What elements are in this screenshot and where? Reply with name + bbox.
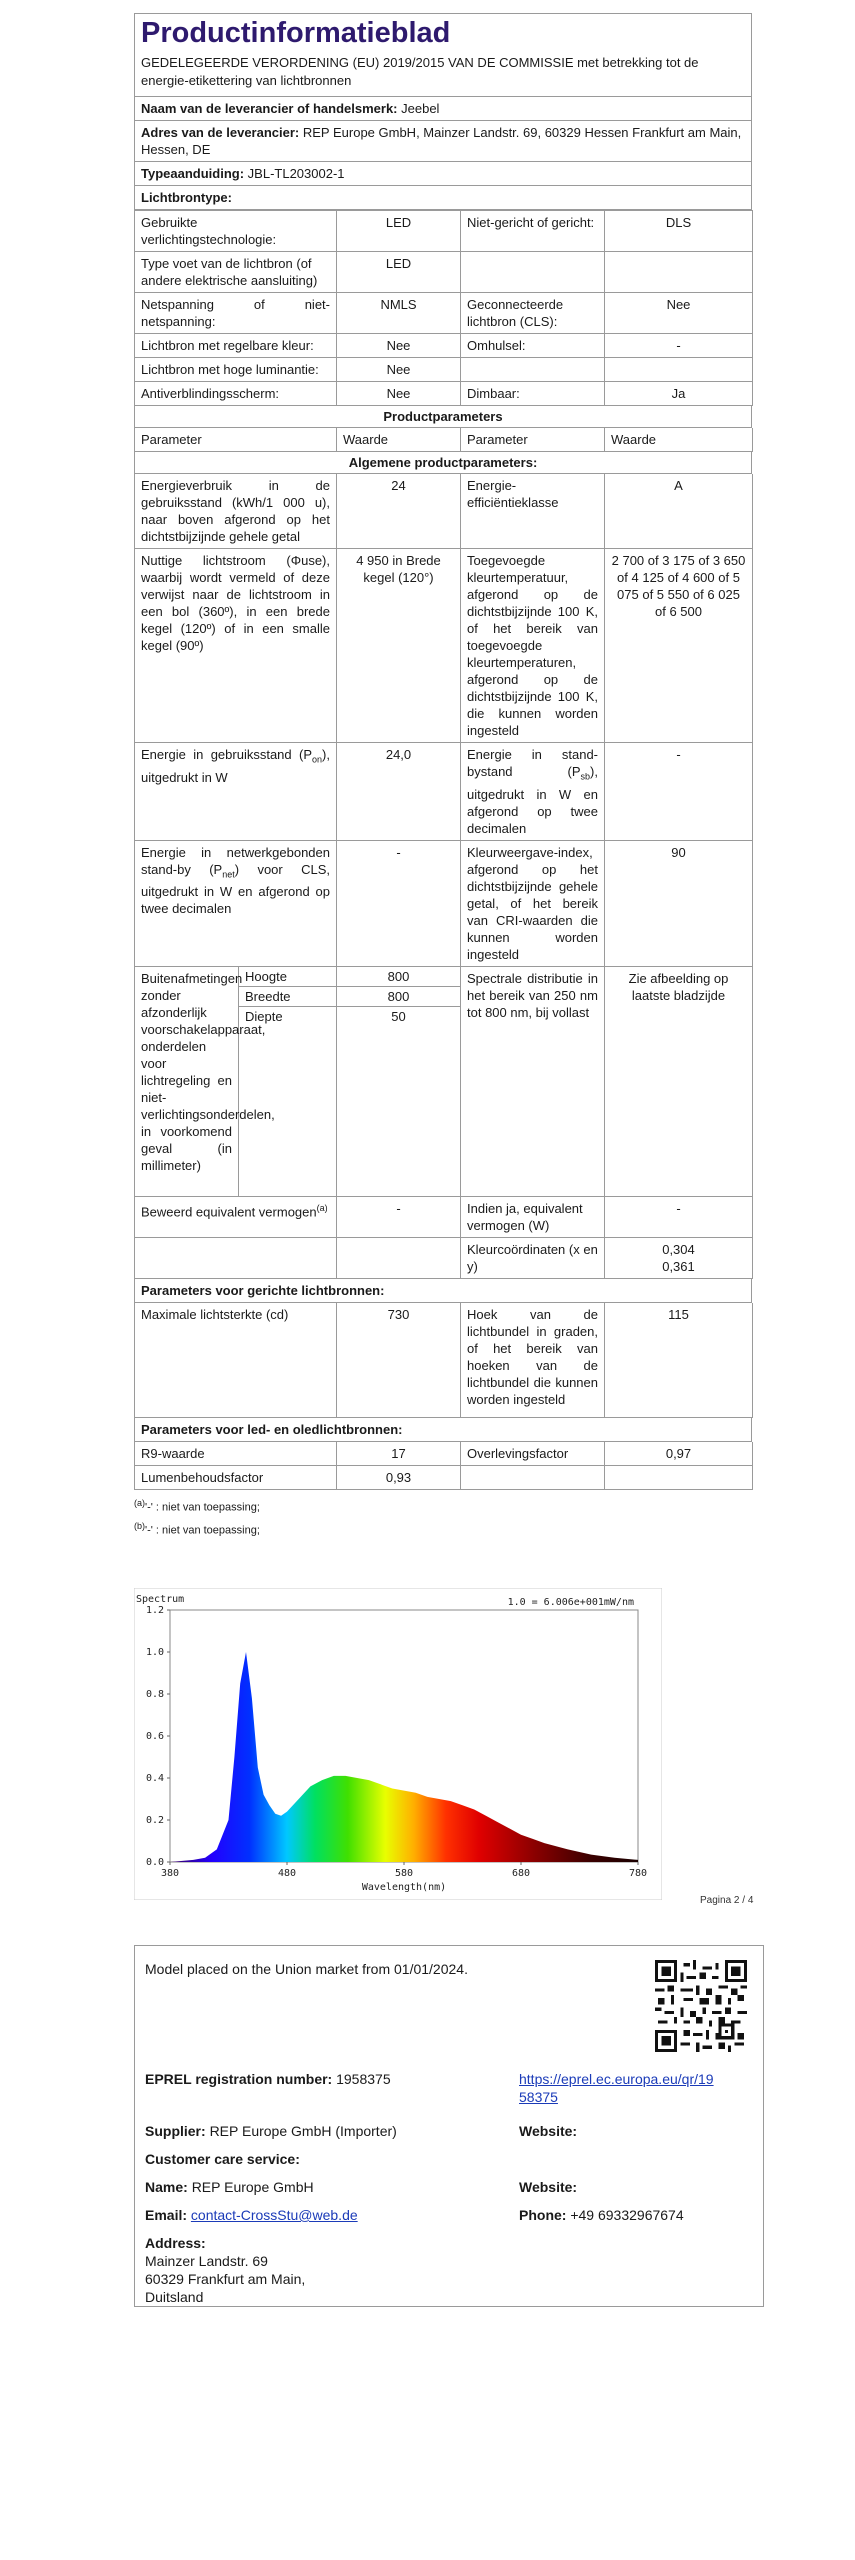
type-param: Geconnecteerde lichtbron (CLS): [461,293,605,334]
supplier-name-label: Naam van de leverancier of handelsmerk: [141,101,398,116]
type-param: Dimbaar: [461,382,605,406]
product-params-heading: Productparameters [134,406,752,428]
extra-table [134,1197,753,1279]
email-link[interactable]: contact-CrossStu@web.de [190,2207,358,2223]
type-value: NMLS [337,293,461,334]
model-row [134,162,752,186]
depth-label: Diepte [239,1006,337,1196]
x-tick-label: 680 [511,1868,531,1879]
supplier-address-label: Adres van de leverancier: [141,125,300,140]
phone-value: +49 69332967674 [570,2207,684,2223]
lightsource-type-label: Lichtbrontype: [134,186,752,210]
type-param [461,252,605,293]
type-value: Nee [337,382,461,406]
type-param: Type voet van de lichtbron (of andere elektrische aansluiting) [135,252,337,293]
y-tick-label: 0.4 [145,1773,164,1784]
page-title: Productinformatieblad [141,17,451,49]
type-param: Omhulsel: [461,334,605,358]
care-name-label: Name: [145,2179,188,2195]
product-information-sheet [134,13,752,1539]
type-param: Antiverblindingsscherm: [135,382,337,406]
chromaticity-y: 0,361 [662,1258,695,1274]
spectrum-svg [134,1588,662,1900]
general-param: Toegevoegde kleurtemperatuur, afgerond op de dichtstbijzijnde 100 K, of het bereik van toegevoegde kleurtemperaturen, afgerond op de dichtstbijzijnde 100 K, die kunnen worden ingesteld [461,549,605,743]
led-row [135,1466,753,1490]
supplier-name-row [134,97,752,121]
height-label: Hoogte [239,967,337,987]
general-value: A [605,474,753,549]
phone-label: Phone: [519,2207,567,2223]
x-tick-label: 380 [160,1868,180,1879]
dimensions-label: Buitenafmetingen zonder afzonderlijk voorschakelapparaat, onderdelen voor lichtregeling en niet-verlichtingsonderdelen, in voorkomend geval (in millimeter) [135,967,239,1197]
general-value: 90 [605,840,753,966]
general-value: 24 [337,474,461,549]
address-line-1: Mainzer Landstr. 69 [145,2253,268,2269]
type-value [605,358,753,382]
care-name-line [145,2178,314,2196]
type-value: - [605,334,753,358]
intensity-value: 730 [337,1303,461,1418]
model-value: JBL-TL203002-1 [247,166,345,181]
general-param: Energie in stand-bystand $(P_{sb})$, uitgedrukt in W en afgerond op twee decimalen [461,743,605,841]
general-value: - [337,840,461,966]
directional-heading: Parameters voor gerichte lichtbronnen: [134,1279,752,1303]
y-tick-label: 0.6 [145,1731,164,1742]
survival-value: 0,97 [605,1442,753,1466]
supplier-name-value: Jeebel [401,101,440,116]
empty-cell [605,1466,753,1490]
beam-label: Hoek van de lichtbundel in graden, of het bereik van hoeken van de lichtbundel die kunnen worden ingesteld [461,1303,605,1418]
x-tick-label: 480 [277,1868,297,1879]
intensity-label: Maximale lichtsterkte (cd) [135,1303,337,1418]
footnote: $^{(a)}$'-' : niet van toepassing; [134,1498,260,1514]
type-value: Nee [337,334,461,358]
type-value [605,252,753,293]
type-param: Niet-gericht of gericht: [461,211,605,252]
general-param: Energie in gebruiksstand $(P_{on})$, uitgedrukt in W [135,743,337,841]
address-label: Address: [145,2235,206,2251]
qr-code-icon[interactable] [655,1960,747,2052]
customer-care-label: Customer care service: [145,2151,300,2167]
chromaticity-label: Kleurcoördinaten (x en y) [461,1237,605,1278]
survival-label: Overlevingsfactor [461,1442,605,1466]
type-row [135,211,753,252]
supplier-address-value: REP Europe GmbH, Mainzer Landstr. 69, 60329 Hessen Frankfurt am Main, Hessen, DE [141,125,742,157]
spectral-value: Zie afbeelding op laatste bladzijde [605,967,753,1197]
directional-row [135,1303,753,1418]
x-tick-label: 580 [394,1868,414,1879]
general-param: Energieverbruik in de gebruiksstand (kWh/1 000 u), naar boven afgerond op het dichtstbijzijnde gehele getal [135,474,337,549]
type-param: Netspanning of niet-netspanning: [135,293,337,334]
r9-label: R9-waarde [135,1442,337,1466]
y-tick-label: 0.2 [145,1815,164,1826]
general-param: Kleurweergave-index, afgerond op het dichtstbijzijnde gehele getal, of het bereik van CRI-waarden die kunnen worden ingesteld [461,840,605,966]
lumen-value: 0,93 [337,1466,461,1490]
regulation-text: GEDELEGEERDE VERORDENING (EU) 2019/2015 VAN DE COMMISSIE met betrekking tot de energie-etikettering van lichtbronnen [141,55,699,88]
type-param: Lichtbron met regelbare kleur: [135,334,337,358]
supplier-value: REP Europe GmbH (Importer) [209,2123,397,2139]
care-name-value: REP Europe GmbH [191,2179,314,2195]
led-row [135,1442,753,1466]
registration-box [134,1945,764,2307]
footnote: $^{(b)}$'-' : niet van toepassing; [134,1520,260,1537]
type-param [461,358,605,382]
params-header-table [134,428,753,452]
type-row [135,382,753,406]
address-line-2: 60329 Frankfurt am Main, [145,2271,306,2287]
care-website-label: Website: [519,2179,578,2195]
chromaticity-row [135,1237,753,1278]
general-param: Energie in netwerkgebonden stand-by $(P_{net})$ voor CLS, uitgedrukt in W en afgerond op twee decimalen [135,840,337,966]
chart-annotation: 1.0 = 6.006e+001mW/nm [507,1597,634,1608]
type-value: Nee [337,358,461,382]
type-value: Nee [605,293,753,334]
y-tick-label: 0.8 [145,1689,164,1700]
website-label: Website: [519,2123,578,2139]
email-label: Email: [145,2207,188,2223]
address-line-3: Duitsland [145,2289,204,2305]
type-row [135,252,753,293]
empty-cell [135,1237,337,1278]
eprel-link[interactable] [519,2070,714,2106]
spectral-label: Spectrale distributie in het bereik van 250 nm tot 800 nm, bij vollast [461,967,605,1197]
type-table [134,210,753,406]
col-param: Parameter [461,428,605,452]
chromaticity-value [605,1237,753,1278]
general-param: Energie-efficiëntieklasse [461,474,605,549]
page-number: Pagina 2 / 4 [700,1895,754,1906]
r9-value: 17 [337,1442,461,1466]
height-value: 800 [337,967,461,987]
general-row [135,743,753,841]
general-param: Nuttige lichtstroom (Φuse), waarbij wordt vermeld of deze verwijst naar de lichtstroom in een bol (360º), in een brede kegel (120º) of in een smalle kegel (90º) [135,549,337,743]
eprel-line [145,2070,391,2088]
header-box [134,13,752,97]
equivalent-label: Beweerd equivalent vermogen$^{(a)}$ [135,1197,337,1238]
width-value: 800 [337,986,461,1006]
y-tick-label: 1.0 [145,1647,164,1658]
spectrum-chart [134,1588,662,1900]
model-label: Typeaanduiding: [141,166,245,181]
email-line [145,2206,358,2224]
col-value: Waarde [337,428,461,452]
depth-value: 50 [337,1006,461,1196]
led-table [134,1442,753,1490]
general-value: - [605,743,753,841]
general-value: 4 950 in Brede kegel (120°) [337,549,461,743]
chromaticity-x: 0,304 [662,1241,695,1257]
type-row [135,293,753,334]
general-params-heading: Algemene productparameters: [134,452,752,474]
type-row [135,358,753,382]
supplier-address-row [134,121,752,162]
address-block [145,2234,305,2306]
equivalent-value: - [337,1197,461,1238]
x-axis-label: Wavelength(nm) [361,1882,447,1893]
col-value: Waarde [605,428,753,452]
eprel-label: EPREL registration number: [145,2071,333,2087]
y-tick-label: 0.0 [145,1857,164,1868]
col-param: Parameter [135,428,337,452]
directional-table [134,1303,753,1419]
equivalent-power-label: Indien ja, equivalent vermogen (W) [461,1197,605,1238]
type-param: Gebruikte verlichtingstechnologie: [135,211,337,252]
supplier-label: Supplier: [145,2123,206,2139]
eprel-link-part1[interactable]: https://eprel.ec.europa.eu/qr/19 [519,2071,714,2087]
chart-title: Spectrum [136,1594,185,1605]
beam-value: 115 [605,1303,753,1418]
general-value: 2 700 of 3 175 of 3 650 of 4 125 of 4 600 of 5 075 of 5 550 of 6 025 of 6 500 [605,549,753,743]
lumen-label: Lumenbehoudsfactor [135,1466,337,1490]
dimension-row-height [135,967,753,987]
type-value: LED [337,211,461,252]
x-tick-label: 780 [628,1868,648,1879]
led-heading: Parameters voor led- en oledlichtbronnen: [134,1418,752,1442]
y-tick-label: 1.2 [145,1605,164,1616]
type-value: DLS [605,211,753,252]
general-row [135,474,753,549]
general-params-table [134,474,753,967]
eprel-link-part2[interactable]: 58375 [519,2089,558,2105]
width-label: Breedte [239,986,337,1006]
equivalent-power-value: - [605,1197,753,1238]
type-value: LED [337,252,461,293]
general-value: 24,0 [337,743,461,841]
type-value: Ja [605,382,753,406]
type-param: Lichtbron met hoge luminantie: [135,358,337,382]
equivalent-row [135,1197,753,1238]
phone-line [519,2206,684,2224]
placed-on-market: Model placed on the Union market from 01/01/2024. [145,1961,468,1977]
supplier-line [145,2122,397,2140]
empty-cell [461,1466,605,1490]
eprel-value: 1958375 [336,2071,391,2087]
type-row [135,334,753,358]
dimensions-table [134,967,753,1197]
general-row [135,549,753,743]
general-row [135,840,753,966]
footnotes [134,1494,752,1539]
empty-cell [337,1237,461,1278]
params-column-headers [135,428,753,452]
